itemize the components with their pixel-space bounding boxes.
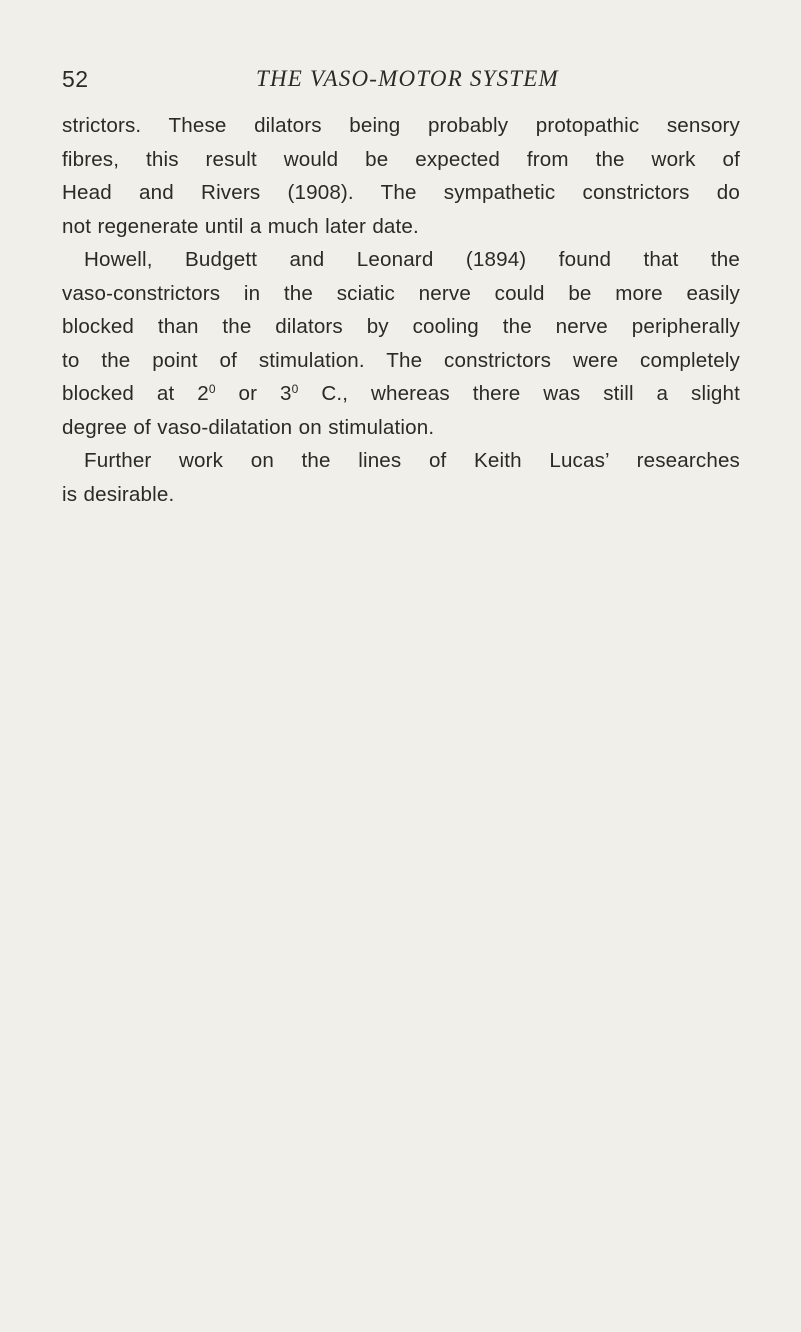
text-line-with-superscripts xyxy=(62,377,740,411)
text-fragment: or 3 xyxy=(215,382,292,405)
running-head xyxy=(62,66,742,96)
degree-superscript: 0 xyxy=(208,382,216,396)
text-line: Head and Rivers (1908). The sympathetic constrictors do xyxy=(62,181,740,204)
text-line: is desirable. xyxy=(62,482,175,506)
text-line: strictors. These dilators being probably protopathic sensory xyxy=(62,114,740,137)
text-line: blocked than the dilators by cooling the nerve peripherally xyxy=(62,315,740,338)
degree-superscript: 0 xyxy=(291,382,299,396)
paragraph-1 xyxy=(62,109,740,243)
page-number: 52 xyxy=(62,66,89,92)
text-line: fibres, this result would be expected from the work of xyxy=(62,147,740,171)
paragraph-3 xyxy=(62,444,740,511)
text-line: not regenerate until a much later date. xyxy=(62,214,419,238)
text-line: degree of vaso-dilatation on stimulation. xyxy=(62,415,435,439)
body-text xyxy=(62,109,740,511)
text-fragment: C., whereas there was still a slight xyxy=(298,382,740,405)
text-line: to the point of stimulation. The constrictors were completely xyxy=(62,348,740,372)
text-line: Further work on the lines of Keith Lucas’ researches xyxy=(84,449,740,472)
text-fragment: blocked at 2 xyxy=(62,382,209,405)
running-title: THE VASO-MOTOR SYSTEM xyxy=(256,66,559,91)
paragraph-2 xyxy=(62,243,740,444)
text-line: vaso-constrictors in the sciatic nerve could be more easily xyxy=(62,281,740,305)
text-line: Howell, Budgett and Leonard (1894) found that the xyxy=(84,248,740,271)
